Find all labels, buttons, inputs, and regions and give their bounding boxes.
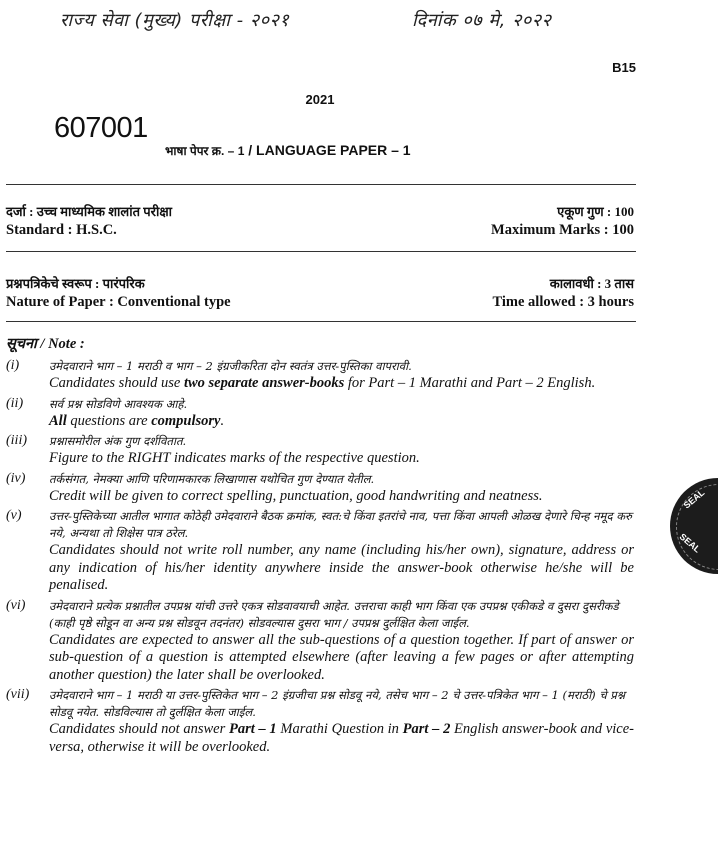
note-number: (i) bbox=[6, 358, 20, 373]
note-text-english: All questions are compulsory. bbox=[49, 412, 225, 429]
note-text-english: Candidates should not write roll number, any name (including his/her own), signature, address or any indication of his/her identity anywhere inside the answer-book otherwise he/she will be penalised. bbox=[49, 542, 634, 593]
handwritten-header bbox=[60, 8, 552, 32]
time-label-marathi: कालावधी : 3 तास bbox=[549, 276, 634, 291]
handwritten-exam-name: राज्य सेवा (मुख्य) परीक्षा - २०२१ bbox=[60, 10, 290, 31]
note-item bbox=[6, 396, 634, 431]
seal-stamp bbox=[670, 478, 718, 574]
emphasis: Part – 2 bbox=[402, 721, 451, 737]
seal-text-bottom: SEAL bbox=[677, 531, 703, 555]
divider bbox=[6, 251, 636, 252]
nature-time-row-marathi bbox=[6, 274, 634, 292]
note-text-marathi: उत्तर-पुस्तिकेच्या आतील भागात कोठेही उमेदवाराने बैठक क्रमांक, स्वत:चे किंवा इतरांचे नाव, पत्ता किंवा आपली ओळख देणारे चिन्ह नमूद करु नये, अन्यथा तो शिक्षेस पात्र ठरेल. bbox=[49, 509, 632, 540]
standard-marks-row-marathi bbox=[6, 202, 634, 220]
emphasis: All bbox=[49, 412, 67, 429]
standard-marks-row-english bbox=[6, 222, 634, 239]
nature-label-marathi: प्रश्नपत्रिकेचे स्वरूप : पारंपरिक bbox=[6, 276, 145, 291]
note-item bbox=[6, 358, 634, 393]
note-text-marathi: प्रश्नासमोरील अंक गुण दर्शवितात. bbox=[49, 434, 187, 448]
handwritten-date: दिनांक ०७ मे, २०२२ bbox=[412, 10, 552, 31]
standard-label-marathi: दर्जा : उच्च माध्यमिक शालांत परीक्षा bbox=[6, 204, 173, 219]
paper-number: 607001 bbox=[54, 112, 148, 144]
note-text-marathi: उमेदवाराने भाग – 1 मराठी व भाग – 2 इंग्रजीकरिता दोन स्वतंत्र उत्तर-पुस्तिका वापरावी. bbox=[49, 359, 412, 373]
note-text-english: Candidates should not answer Part – 1 Marathi Question in Part – 2 English answer-book and vice-versa, otherwise it will be overlooked. bbox=[49, 721, 634, 755]
time-label-english: Time allowed : 3 hours bbox=[492, 294, 634, 310]
nature-label-english: Nature of Paper : Conventional type bbox=[6, 294, 231, 310]
note-item bbox=[6, 433, 634, 468]
paper-title-english: / LANGUAGE PAPER – 1 bbox=[244, 142, 411, 158]
note-item bbox=[6, 687, 634, 756]
note-text-english: Candidates should use two separate answer-books for Part – 1 Marathi and Part – 2 English. bbox=[49, 375, 596, 391]
nature-time-row-english bbox=[6, 294, 634, 311]
note-item bbox=[6, 508, 634, 595]
emphasis: compulsory bbox=[151, 412, 221, 429]
note-item bbox=[6, 598, 634, 685]
notes-list bbox=[6, 358, 634, 759]
booklet-code: B15 bbox=[612, 60, 636, 75]
note-text-english: Credit will be given to correct spelling, punctuation, good handwriting and neatness. bbox=[49, 487, 543, 504]
emphasis: two separate answer-books bbox=[183, 375, 345, 391]
note-number: (vii) bbox=[6, 687, 30, 702]
exam-year: 2021 bbox=[305, 92, 335, 107]
note-number: (iv) bbox=[6, 470, 26, 486]
divider bbox=[6, 184, 636, 185]
note-number: (iii) bbox=[6, 433, 27, 448]
seal-text-top: SEAL bbox=[681, 487, 707, 511]
paper-title bbox=[165, 142, 411, 159]
note-text-marathi: सर्व प्रश्न सोडविणे आवश्यक आहे. bbox=[49, 396, 188, 411]
note-number: (v) bbox=[6, 508, 22, 523]
standard-label-english: Standard : H.S.C. bbox=[6, 222, 117, 238]
note-text-marathi: उमेदवाराने भाग – 1 मराठी या उत्तर-पुस्तिकेत भाग – 2 इंग्रजीचा प्रश्न सोडवू नये, तसेच भाग – 2 चे उत्तर-पत्रिकेत भाग – 1 (मराठी) चे प्रश्न सोडवू नयेत. सोडविल्यास तो दुर्लक्षित केला जाईल. bbox=[49, 688, 625, 719]
note-text-english: Figure to the RIGHT indicates marks of the respective question. bbox=[49, 450, 420, 466]
emphasis: Part – 1 bbox=[228, 721, 277, 737]
marks-label-english: Maximum Marks : 100 bbox=[491, 222, 634, 238]
note-text-english: Candidates are expected to answer all the sub-questions of a question together. If part of answer or sub-question of a question is attempted elsewhere (after leaving a few pages or after attempting another question) the later shall be overlooked. bbox=[49, 631, 634, 683]
marks-label-marathi: एकूण गुण : 100 bbox=[557, 204, 634, 219]
note-item bbox=[6, 471, 634, 506]
note-heading: सूचना / Note : bbox=[6, 336, 85, 352]
note-number: (ii) bbox=[6, 395, 24, 411]
paper-title-marathi: भाषा पेपर क्र. – 1 bbox=[165, 144, 245, 158]
note-number: (vi) bbox=[6, 597, 26, 613]
note-text-marathi: उमेदवाराने प्रत्येक प्रश्नातील उपप्रश्न यांची उत्तरे एकत्र सोडवावयाची आहेत. उत्तराचा काही भाग किंवा एक उपप्रश्न एकीकडे व दुसरा दुसरीकडे (काही पृष्ठे सोडून वा अन्य प्रश्न सोडवून तदनंतर) सोडवल्यास दुसरा भाग / उपप्रश्न दुर्लक्षित केला जाईल. bbox=[49, 598, 619, 630]
note-text-marathi: तर्कसंगत, नेमक्या आणि परिणामकारक लिखाणास यथोचित गुण देण्यात येतील. bbox=[49, 471, 375, 486]
divider bbox=[6, 321, 636, 322]
